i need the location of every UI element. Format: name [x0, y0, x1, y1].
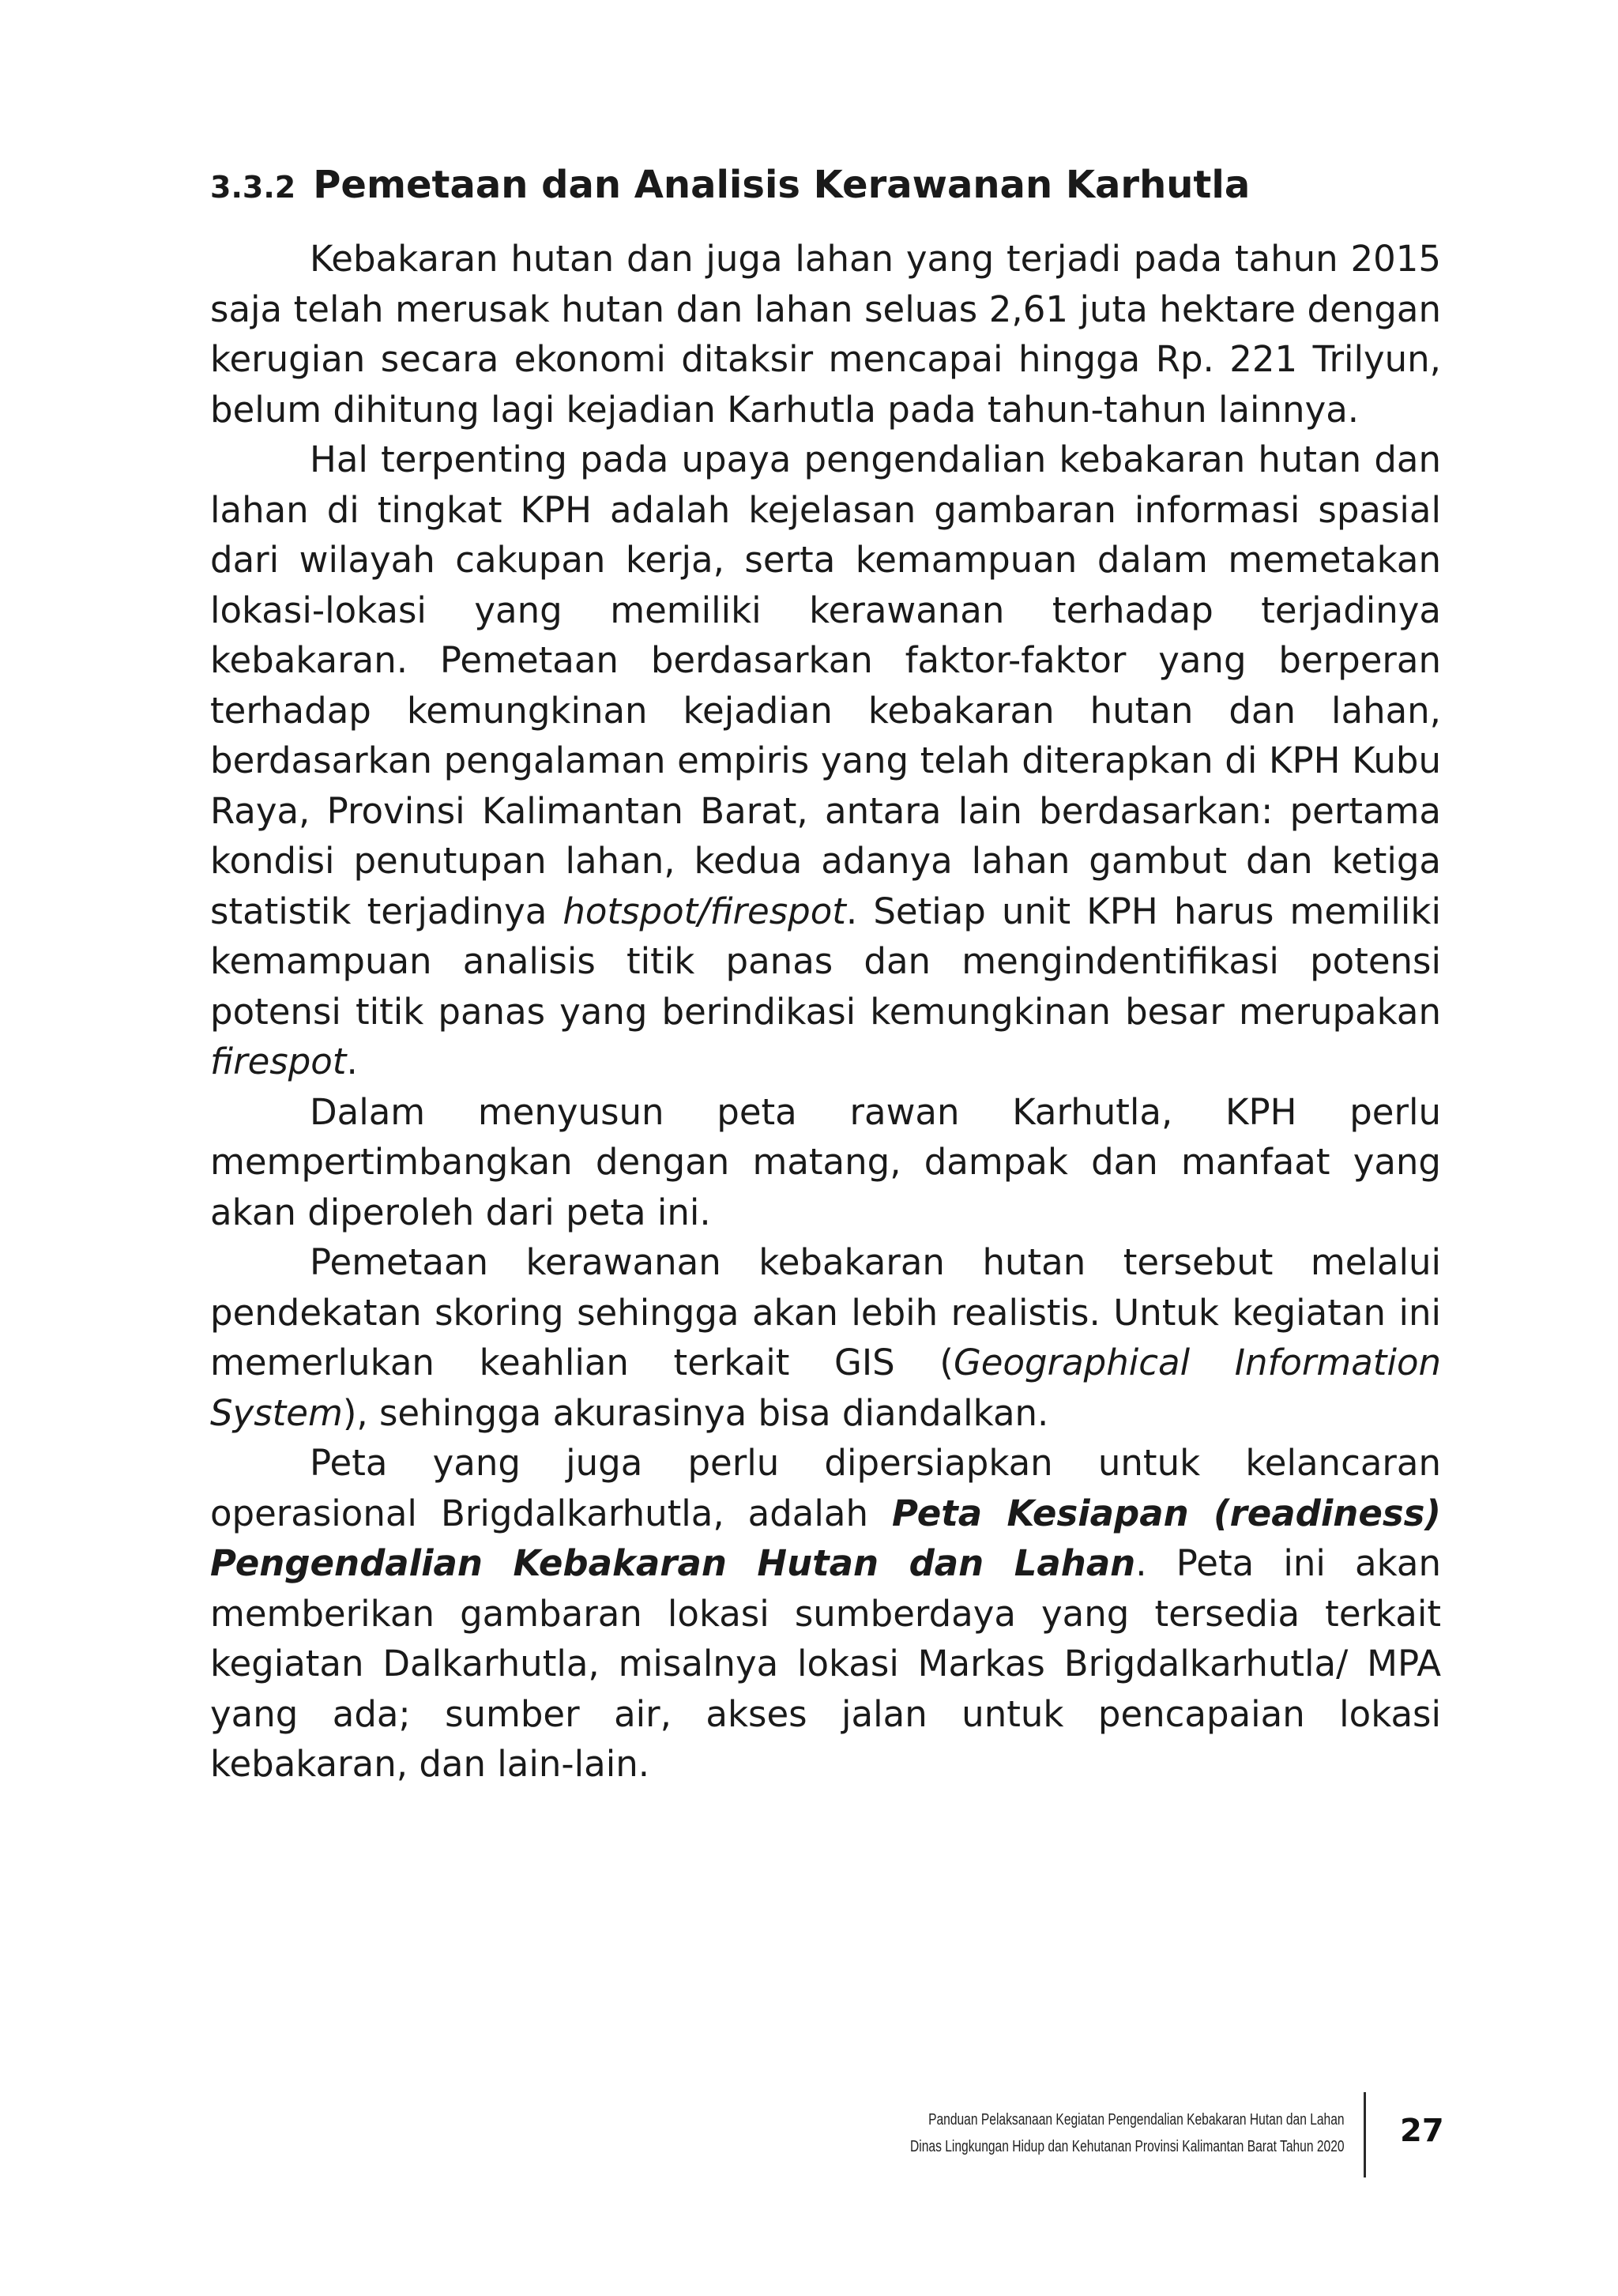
paragraph-2-italic-term-b: firespot	[210, 1041, 347, 1082]
body-text	[210, 234, 1441, 1790]
paragraph-2-text-a: Hal terpenting pada upaya pengendalian kebakaran hutan dan lahan di tingkat KPH adalah kejelasan gambaran informasi spasial dari wilayah cakupan kerja, serta kemampuan dalam memetakan lokasi-lokasi yang memiliki kerawanan terhadap terjadinya kebakaran. Pemetaan berdasarkan faktor-faktor yang berperan terhadap kemungkinan kejadian kebakaran hutan dan lahan, berdasarkan pengalaman empiris yang telah diterapkan di KPH Kubu Raya, Provinsi Kalimantan Barat, antara lain berdasarkan: pertama kondisi penutupan lahan, kedua adanya lahan gambut dan ketiga statistik terjadinya	[210, 438, 1441, 932]
paragraph-2-text-b: . Setiap unit KPH harus memiliki kemampuan analisis titik panas dan mengindentifikasi potensi potensi titik panas yang berindikasi kemungkinan besar merupakan	[210, 890, 1441, 1033]
page-footer	[711, 2092, 1501, 2171]
section-heading	[210, 163, 1443, 218]
section-title: Pemetaan dan Analisis Kerawanan Karhutla	[313, 163, 1251, 207]
paragraph-4-text-b: ), sehingga akurasinya bisa diandalkan.	[342, 1391, 1049, 1434]
paragraph-2	[210, 435, 1441, 1087]
paragraph-3: Dalam menyusun peta rawan Karhutla, KPH perlu mempertimbangkan dengan matang, dampak dan manfaat yang akan diperoleh dari peta ini.	[210, 1090, 1441, 1233]
footer-text	[910, 2106, 1345, 2160]
paragraph-5-text-b: . Peta ini akan memberikan gambaran lokasi sumberdaya yang tersedia terkait kegiatan Dalkarhutla, misalnya lokasi Markas Brigdalkarhutla/ MPA yang ada; sumber air, akses jalan untuk pencapaian lokasi kebakaran, dan lain-lain.	[210, 1542, 1441, 1785]
footer-line-2: Dinas Lingkungan Hidup dan Kehutanan Provinsi Kalimantan Barat Tahun 2020	[910, 2138, 1345, 2155]
paragraph-4-text-a: Pemetaan kerawanan kebakaran hutan tersebut melalui pendekatan skoring sehingga akan lebih realistis. Untuk kegiatan ini memerlukan keahlian terkait GIS (	[210, 1241, 1441, 1383]
paragraph-5	[210, 1438, 1441, 1790]
paragraph-5-text-a: Peta yang juga perlu dipersiapkan untuk kelancaran operasional Brigdalkarhutla, adalah	[210, 1442, 1441, 1534]
paragraph-2-text-c: .	[346, 1041, 358, 1082]
footer-divider	[1364, 2092, 1366, 2177]
paragraph-4	[210, 1237, 1441, 1438]
page-number: 27	[1400, 2113, 1444, 2149]
paragraph-1: Kebakaran hutan dan juga lahan yang terjadi pada tahun 2015 saja telah merusak hutan dan lahan seluas 2,61 juta hektare dengan kerugian secara ekonomi ditaksir mencapai hingga Rp. 221 Trilyun, belum dihitung lagi kejadian Karhutla pada tahun-tahun lainnya.	[210, 238, 1441, 431]
paragraph-2-italic-term-a: hotspot/firespot	[563, 890, 846, 932]
paragraph-5-bold-term: Peta Kesiapan (readiness) Pengendalian Kebakaran Hutan dan Lahan	[210, 1492, 1441, 1584]
footer-line-1: Panduan Pelaksanaan Kegiatan Pengendalian Kebakaran Hutan dan Lahan	[928, 2111, 1345, 2129]
section-number: 3.3.2	[210, 170, 296, 205]
paragraph-4-italic-term: Geographical Information System	[210, 1342, 1441, 1434]
